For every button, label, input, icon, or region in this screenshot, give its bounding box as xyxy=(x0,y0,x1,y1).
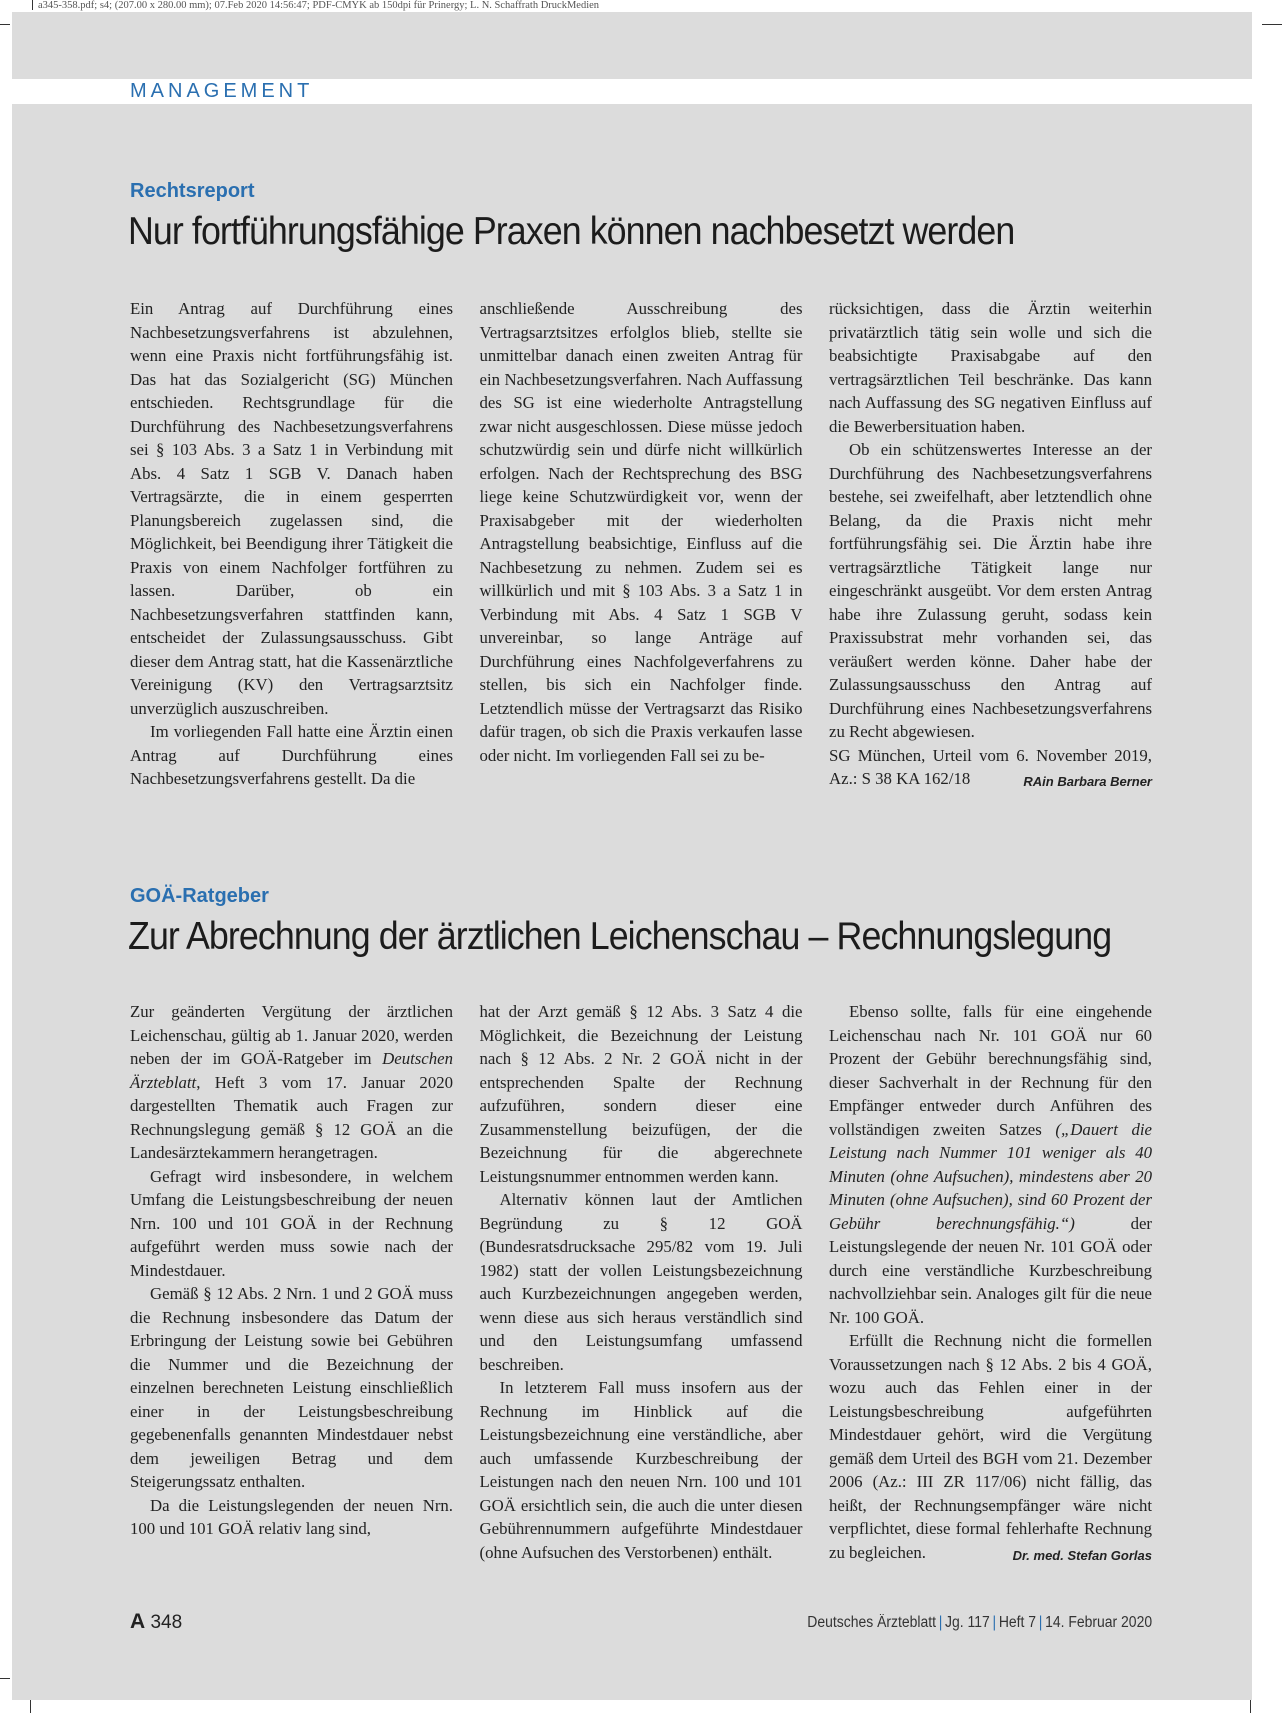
article1-title: Nur fortführungsfähige Praxen können nachbesetzt werden xyxy=(128,210,1015,253)
article1-kicker: Rechtsreport xyxy=(130,180,255,202)
paragraph: rücksichtigen, dass die Ärztin weiterhin privatärztlich tätig sein wolle und sich die beabsichtigte Praxisabgabe auf den vertragsärztlichen Teil beschränke. Das kann nach Auffassung des SG negativen Einfluss auf die Bewerbersituation haben. xyxy=(829,299,1152,436)
paragraph: Ein Antrag auf Durchführung eines Nachbesetzungsverfahrens ist abzulehnen, wenn eine Praxis nicht fortführungsfähig ist. Das hat das Sozialgericht (SG) München entschieden. Rechtsgrundlage für die Durchführung des Nachbesetzungsverfahrens sei § 103 Abs. 3 a Satz 1 in Verbindung mit Abs. 4 Satz 1 SGB V. Danach haben Vertragsärzte, die in einem gesperrten Planungsbereich zugelassen sind, die Möglichkeit, bei Beendigung ihrer Tätigkeit die Praxis von einem Nachfolger fortführen zu lassen. Darüber, ob ein Nachbesetzungsverfahren stattfinden kann, entscheidet der Zulassungsausschuss. Gibt dieser dem Antrag statt, hat die Kassenärztliche Vereinigung (KV) den Vertragsarztsitz unverzüglich auszuschreiben. xyxy=(130,299,453,718)
journal-date: 14. Februar 2020 xyxy=(1044,1614,1152,1631)
article1-column-2 xyxy=(480,297,803,794)
journal-name: Deutschen Ärzteblatt xyxy=(130,1049,453,1092)
article2-column-2 xyxy=(480,1000,803,1567)
article1-column-1 xyxy=(130,297,453,794)
text-run: Ebenso sollte, falls für eine eingehende Leichenschau nach Nr. 101 GOÄ nur 60 Prozent der Gebühr berechnungsfähig sind, dieser Sachverhalt in der Rechnung für den Empfänger entweder durch Anführen des vollständigen zweiten Satzes xyxy=(829,1002,1152,1139)
paragraph: Alternativ können laut der Amtlichen Begründung zu § 12 GOÄ (Bundesratsdrucksache 295/82 vom 19. Juli 1982) statt der vollen Leistungsbezeichnung auch Kurzbezeichnungen angegeben werden, wenn diese aus sich heraus verständlich sind und den Leistungsumfang umfassend beschreiben. xyxy=(479,1190,803,1374)
paragraph: Gemäß § 12 Abs. 2 Nrn. 1 und 2 GOÄ muss die Rechnung insbesondere das Datum der Erbringung der Leistung sowie bei Gebühren die Nummer und die Bezeichnung der einzelnen berechneten Leistung einschließlich einer in der Leistungsbeschreibung gegebenenfalls genannten Mindestdauer nebst dem jeweiligen Betrag und dem Steigerungssatz enthalten. xyxy=(130,1284,453,1491)
article1-body xyxy=(130,297,1152,794)
quotation: („Dauert die Leistung nach Nummer 101 weniger als 40 Minuten (ohne Aufsuchen), mindestens aber 20 Minuten (ohne Aufsuchen), sind 60 Prozent der Gebühr berechnungsfähig.“) xyxy=(829,1119,1152,1233)
citation-text: SG München, Urteil vom 6. November 2019, Az.: S 38 KA 162/18 xyxy=(829,745,1152,788)
page-number-value: 348 xyxy=(150,1612,183,1633)
text-run: der Leistungslegende der neuen Nr. 101 GOÄ oder durch eine verständliche Kurzbeschreibung nachvollziehbar sein. Analoges gilt für die neue Nr. 100 GOÄ. xyxy=(829,1213,1152,1327)
paragraph: Gefragt wird insbesondere, in welchem Umfang die Leistungsbeschreibung der neuen Nrn. 100 und 101 GOÄ in der Rechnung aufgeführt werden muss sowie nach der Mindestdauer. xyxy=(130,1166,453,1280)
paragraph xyxy=(829,1329,1152,1564)
author-byline: RAin Barbara Berner xyxy=(1023,774,1152,789)
text-run: Erfüllt die Rechnung nicht die formellen Voraussetzungen nach § 12 Abs. 2 bis 4 GOÄ, wozu auch das Fehlen einer in der Leistungsbeschreibung aufgeführten Mindestdauer gehört, wird die Vergütung gemäß dem Urteil des BGH vom 21. Dezember 2006 (Az.: III ZR 117/06) nicht fällig, das heißt, der Rechnungsempfänger wäre nicht verpflichtet, diese formal fehlerhafte Rechnung zu begleichen. xyxy=(829,1331,1152,1562)
paragraph: Da die Leistungslegenden der neuen Nrn. 100 und 101 GOÄ relativ lang sind, xyxy=(130,1495,453,1538)
crop-mark xyxy=(30,1700,31,1713)
journal-name: Deutsches Ärzteblatt xyxy=(807,1614,936,1631)
article2-kicker: GOÄ-Ratgeber xyxy=(130,885,269,907)
crop-mark xyxy=(1250,1700,1251,1713)
paragraph: Ob ein schützenswertes Interesse an der Durchführung des Nachbesetzungsverfahrens bestehe, sei zweifelhaft, aber letztendlich ohne Belang, da die Praxis nicht mehr fortführungsfähig sei. Die Ärztin habe ihre vertragsärztliche Tätigkeit lange nur eingeschränkt ausgeübt. Vor dem ersten Antrag habe ihre Zulassung geruht, sodass kein Praxissubstrat mehr vorhanden sei, das veräußert werden könne. Daher habe der Zulassungsausschuss den Antrag auf Durchführung eines Nachbesetzungsverfahrens zu Recht abgewiesen. xyxy=(829,440,1152,741)
text-run: Zur geänderten Vergütung der ärztlichen Leichenschau, gültig ab 1. Januar 2020, werden neben der im GOÄ-Ratgeber im xyxy=(130,1002,453,1068)
journal-volume: Jg. 117 xyxy=(944,1614,990,1631)
crop-mark xyxy=(0,1678,10,1679)
print-slug: a345-358.pdf; s4; (207.00 x 280.00 mm); 07.Feb 2020 14:56:47; PDF-CMYK ab 150dpi für Prinergy; L. N. Schaffrath DruckMedien xyxy=(38,0,600,11)
article1-column-3 xyxy=(829,297,1152,794)
paragraph xyxy=(130,1000,453,1165)
article2-column-1 xyxy=(130,1000,453,1567)
journal-issue: Heft 7 xyxy=(998,1614,1036,1631)
crop-mark xyxy=(32,0,33,10)
paragraph: Im vorliegenden Fall hatte eine Ärztin einen Antrag auf Durchführung eines Nachbesetzungsverfahrens gestellt. Da die xyxy=(130,722,453,788)
text-run: , Heft 3 vom 17. Januar 2020 dargestellten Thematik auch Fragen zur Rechnungslegung gemäß § 12 GOÄ an die Landesärztekammern herangetragen. xyxy=(130,1072,453,1162)
paragraph: hat der Arzt gemäß § 12 Abs. 3 Satz 4 die Möglichkeit, die Bezeichnung der Leistung nach § 12 Abs. 2 Nr. 2 GOÄ nicht in der entsprechenden Spalte der Rechnung aufzuführen, sondern dieser eine Zusammenstellung beizufügen, der die Bezeichnung für die abgerechnete Leistungsnummer entnommen werden kann. xyxy=(479,1002,803,1186)
article2-column-3 xyxy=(829,1000,1152,1567)
paragraph: anschließende Ausschreibung des Vertragsarztsitzes erfolglos blieb, stellte sie unmittelbar danach einen zweiten Antrag für ein Nachbesetzungsverfahren. Nach Auffassung des SG ist eine wiederholte Antragstellung zwar nicht ausgeschlossen. Diese müsse jedoch schutzwürdig sein und dürfe nicht willkürlich erfolgen. Nach der Rechtsprechung des BSG liege keine Schutzwürdigkeit vor, wenn der Praxisabgeber mit der wiederholten Antragstellung beabsichtige, Einfluss auf die Nachbesetzung zu nehmen. Zudem sei es willkürlich und mit § 103 Abs. 3 a Satz 1 in Verbindung mit Abs. 4 Satz 1 SGB V unvereinbar, so lange Anträge auf Durchführung eines Nachfolgeverfahrens zu stellen, bis sich ein Nachfolger finde. Letztendlich müsse der Vertragsarzt das Risiko dafür tragen, ob sich die Praxis verkaufen lasse oder nicht. Im vorliegenden Fall sei zu be- xyxy=(479,299,803,765)
journal-footer: Deutsches Ärzteblatt | Jg. 117 | Heft 7 | 14. Februar 2020 xyxy=(807,1614,1152,1631)
citation xyxy=(829,744,1152,791)
crop-mark xyxy=(1262,24,1282,25)
article2-title: Zur Abrechnung der ärztlichen Leichenschau – Rechnungslegung xyxy=(128,915,1112,958)
paragraph: In letzterem Fall muss insofern aus der Rechnung im Hinblick auf die Leistungsbezeichnung eine verständliche, aber auch umfassende Kurzbeschreibung der Leistungen nach den neuen Nrn. 100 und 101 GOÄ ersichtlich sein, die auch die unter diesen Gebührennummern aufgeführte Mindestdauer (ohne Aufsuchen des Verstorbenen) enthält. xyxy=(479,1378,803,1562)
page-number xyxy=(130,1610,182,1634)
paragraph xyxy=(829,1000,1152,1329)
page-letter: A xyxy=(130,1610,146,1633)
header-band xyxy=(12,12,1252,79)
author-byline: Dr. med. Stefan Gorlas xyxy=(1012,1547,1152,1563)
crop-mark xyxy=(0,24,10,25)
section-label: MANAGEMENT xyxy=(130,80,314,102)
article2-body xyxy=(130,1000,1152,1567)
